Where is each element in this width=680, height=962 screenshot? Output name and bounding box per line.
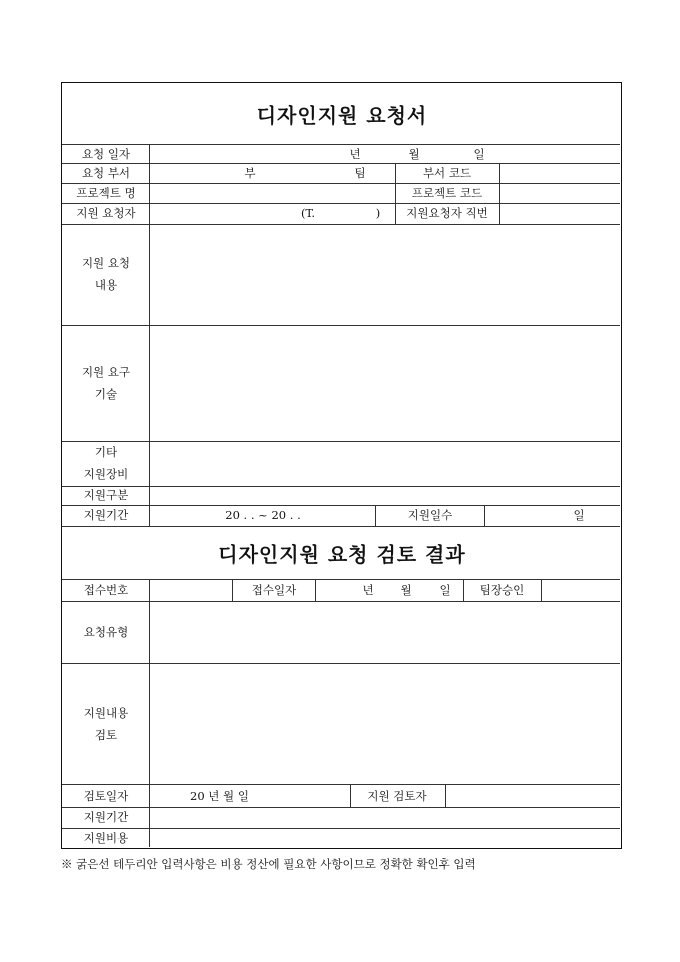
review-title: 디자인지원 요청 검토 결과 (218, 542, 466, 567)
row-line (62, 144, 620, 145)
col-line (395, 163, 396, 224)
footnote: ※ 굵은선 테두리안 입력사항은 비용 정산에 필요한 사항이므로 정확한 확인후 입력 (61, 857, 476, 871)
row-line (62, 784, 620, 785)
row-line (62, 526, 620, 527)
request-date-day: 일 (473, 147, 485, 161)
row-line (62, 828, 620, 829)
request-type-label: 요청유형 (83, 625, 129, 639)
request-dept-label: 요청 부서 (81, 166, 131, 180)
review-date-value: 20 년 월 일 (190, 789, 249, 803)
request-date-year: 년 (349, 147, 361, 161)
request-dept-team: 팀 (354, 166, 366, 180)
request-content-label: 지원 요청 내용 (81, 256, 131, 292)
col-line (232, 579, 233, 601)
dept-code-label: 부서 코드 (422, 166, 472, 180)
support-cost-label: 지원비용 (83, 831, 129, 845)
review-date-label: 검토일자 (83, 789, 129, 803)
receipt-year: 년 (362, 583, 374, 597)
request-date-label: 요청 일자 (81, 147, 131, 161)
col-line (463, 579, 464, 601)
row-line (62, 183, 620, 184)
col-line (484, 505, 485, 526)
project-code-label: 프로젝트 코드 (411, 186, 483, 200)
row-line (62, 663, 620, 664)
col-line (375, 505, 376, 526)
row-line (62, 807, 620, 808)
row-line (62, 486, 620, 487)
receipt-month: 월 (400, 583, 412, 597)
equipment-label: 기타 지원장비 (83, 445, 129, 481)
support-days-unit: 일 (573, 508, 585, 522)
content-review-label: 지원내용 검토 (83, 706, 129, 742)
row-line (62, 601, 620, 602)
requester-tel-close: ) (375, 206, 381, 220)
row-line (62, 325, 620, 326)
team-approval-label: 팀장승인 (479, 583, 525, 597)
request-form (61, 82, 622, 849)
required-tech-label: 지원 요구 기술 (81, 365, 131, 401)
receipt-date-label: 접수일자 (251, 583, 297, 597)
col-line (499, 163, 500, 224)
request-date-month: 월 (408, 147, 420, 161)
support-period-value: 20 . . ~ 20 . . (225, 508, 301, 522)
requester-id-label: 지원요청자 직번 (406, 206, 488, 220)
row-line (62, 163, 620, 164)
project-name-label: 프로젝트 명 (76, 186, 136, 200)
requester-tel: (T. (300, 206, 316, 220)
form-title: 디자인지원 요청서 (256, 103, 428, 128)
support-days-label: 지원일수 (407, 508, 453, 522)
row-line (62, 579, 620, 580)
col-line (149, 579, 150, 847)
support-period-label: 지원기간 (83, 508, 129, 522)
row-line (62, 224, 620, 225)
receipt-day: 일 (439, 583, 451, 597)
request-dept-bu: 부 (244, 166, 256, 180)
row-line (62, 203, 620, 204)
col-line (350, 784, 351, 807)
col-line (315, 579, 316, 601)
review-period-label: 지원기간 (83, 810, 129, 824)
col-line (541, 579, 542, 601)
support-category-label: 지원구분 (83, 488, 129, 502)
row-line (62, 441, 620, 442)
col-line (445, 784, 446, 807)
row-line (62, 505, 620, 506)
col-line (149, 144, 150, 526)
reviewer-label: 지원 검토자 (367, 789, 427, 803)
requester-label: 지원 요청자 (76, 206, 136, 220)
receipt-no-label: 접수번호 (83, 583, 129, 597)
